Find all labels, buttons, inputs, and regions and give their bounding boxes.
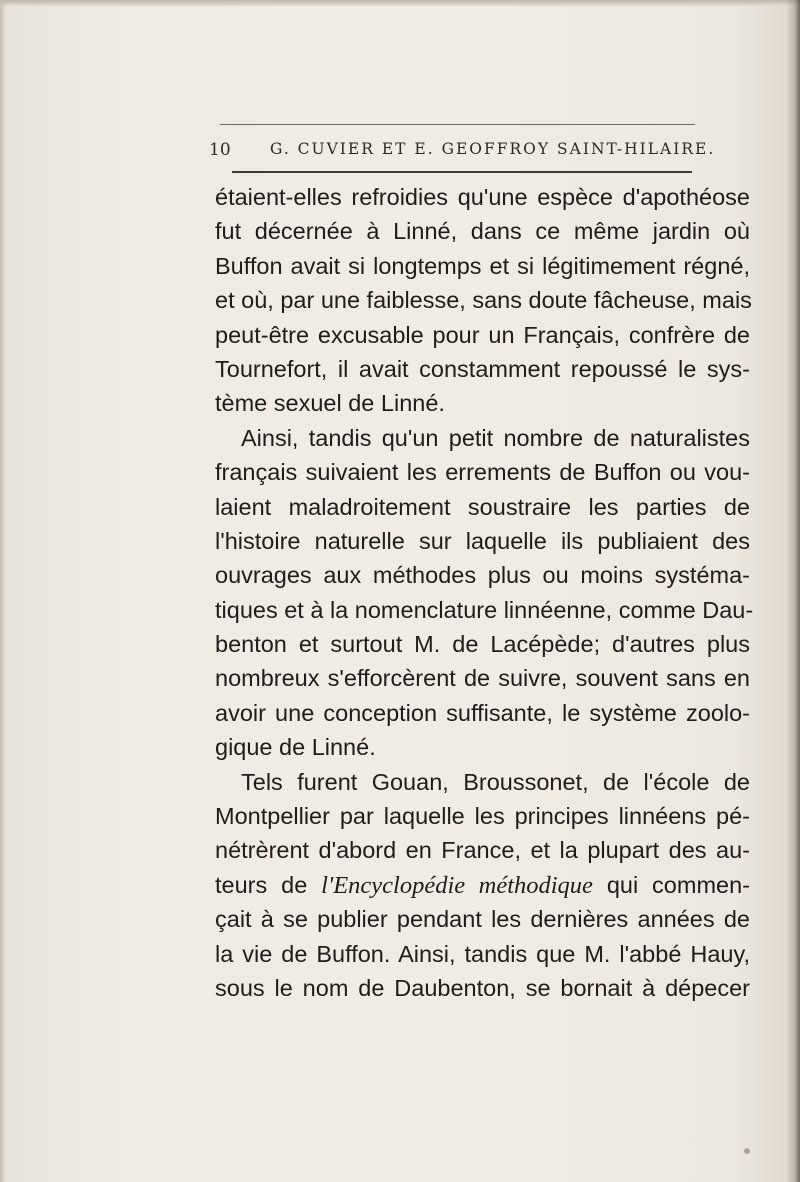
page-number: 10 [209,140,231,160]
page-top-edge [0,0,800,6]
page-left-edge [0,0,6,1182]
italic-title: l'Encyclopédie méthodique [321,871,593,899]
text-line: fut décernée à Linné, dans ce même jardin où [215,218,750,245]
text-line: nétrèrent d'abord en France, et la plupart des au- [215,837,750,864]
text-line: ouvrages aux méthodes plus ou moins systéma- [215,562,750,589]
running-head: G. CUVIER ET E. GEOFFROY SAINT-HILAIRE. [270,140,716,158]
text-line: français suivaient les errements de Buffon ou vou- [215,459,750,486]
page-gutter-shadow [786,0,800,1182]
body-text [215,180,754,1005]
text-line: nombreux s'efforcèrent de suivre, souvent sans en [215,665,750,692]
text-line: Buffon avait si longtemps et si légitimement régné, [215,252,750,279]
text-line-with-italic [215,868,750,902]
text-line: et où, par une faiblesse, sans doute fâcheuse, mais [215,287,752,314]
header-bottom-rule [232,171,692,173]
text-segment: teurs de [215,871,322,898]
text-line: gique de Linné. [215,734,376,761]
text-line: sous le nom de Daubenton, se bornait à dépecer [215,974,750,1001]
text-line: avoir une conception suffisante, le système zoolo- [215,699,750,726]
header-top-rule [220,124,695,125]
text-line: tiques et à la nomenclature linnéenne, comme Dau- [215,596,754,623]
text-line: peut-être excusable pour un Français, confrère de [215,321,750,348]
text-line: tème sexuel de Linné. [215,390,445,417]
text-line: étaient-elles refroidies qu'une espèce d'apothéose [215,184,750,210]
text-line: laient maladroitement soustraire les parties de [215,493,750,520]
text-line: la vie de Buffon. Ainsi, tandis que M. l'abbé Hauy, [215,940,750,967]
text-line: Ainsi, tandis qu'un petit nombre de naturalistes [241,424,750,451]
text-line: Tels furent Gouan, Broussonet, de l'école de [241,768,750,795]
text-line: l'histoire naturelle sur laquelle ils publiaient des [215,527,750,554]
text-line: Montpellier par laquelle les principes linnéens pé- [215,803,750,830]
text-line: Tournefort, il avait constamment repoussé le sys- [215,355,750,382]
paper-speck [744,1148,750,1154]
text-line: benton et surtout M. de Lacépède; d'autres plus [215,631,750,658]
text-segment: qui commen- [592,871,750,898]
text-line: çait à se publier pendant les dernières années de [215,906,750,933]
